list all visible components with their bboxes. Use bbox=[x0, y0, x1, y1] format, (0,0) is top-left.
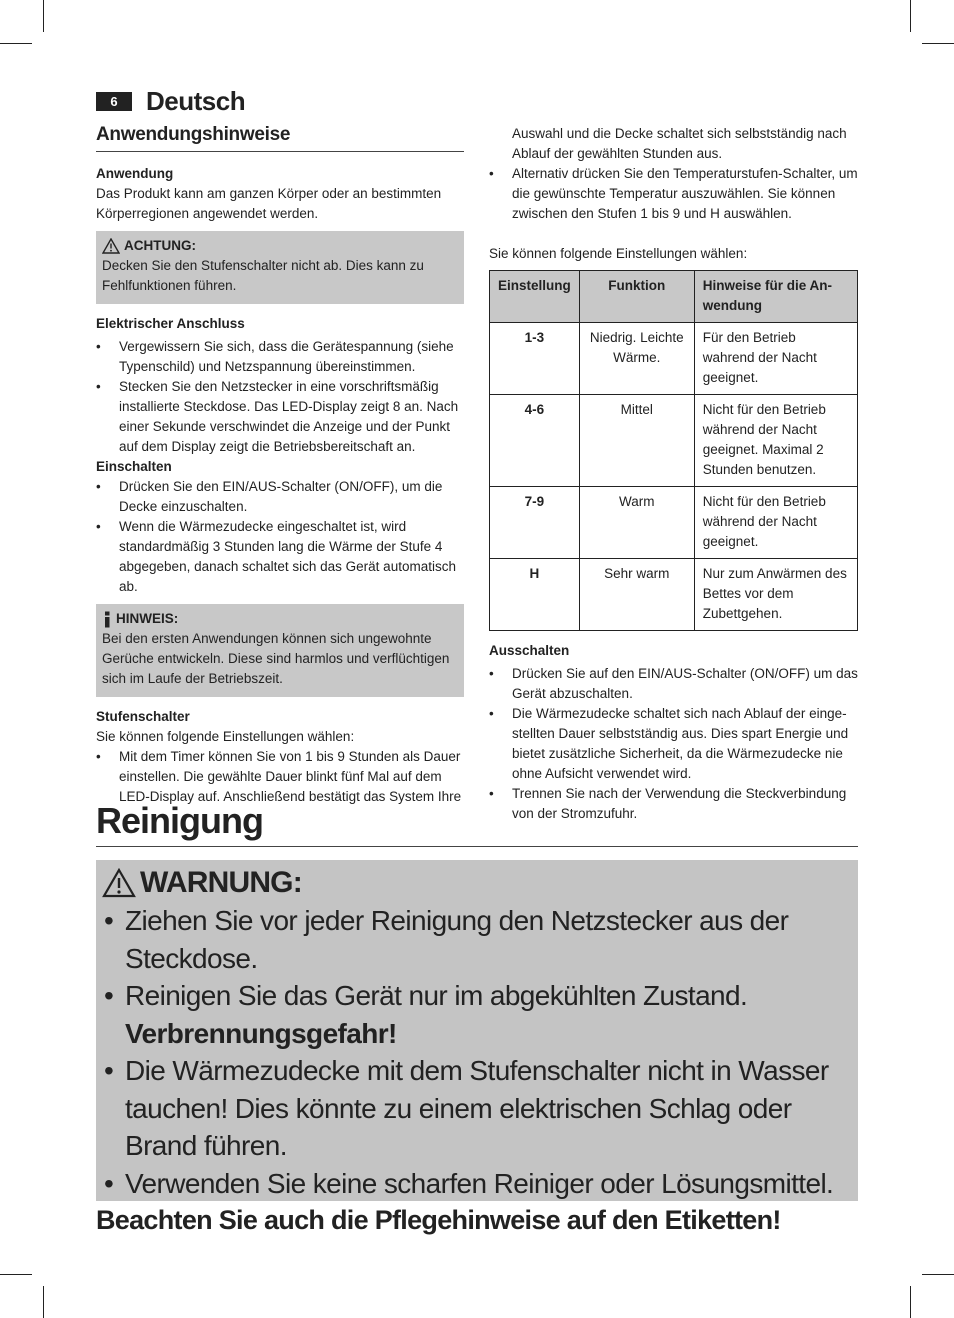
switch-off-heading: Ausschalten bbox=[489, 643, 570, 658]
switch-on-list bbox=[96, 477, 464, 597]
table-row bbox=[490, 395, 858, 487]
list-item: • Wenn die Wärmezudecke eingeschaltet ist, wird standardmäßig 3 Stunden lang die Wärme der Stufe 4 abgegeben, danach schaltet sich das Gerät automatisch ab. bbox=[96, 517, 464, 597]
table-cell: Nicht für den Betrieb während der Nacht geeignet. bbox=[694, 487, 857, 559]
electrical-heading: Elektrischer Anschluss bbox=[96, 316, 245, 331]
section-title-usage: Anwendungshinweise bbox=[96, 124, 464, 152]
section-title-cleaning: Reinigung bbox=[96, 800, 858, 847]
level-list bbox=[96, 747, 464, 807]
application-text: Das Produkt kann am ganzen Körper oder an bestimmten Körperregionen angewendet werden. bbox=[96, 186, 442, 221]
warning-triangle-icon bbox=[102, 868, 136, 898]
list-item: • Trennen Sie nach der Verwendung die Steckverbindung von der Stromzufuhr. bbox=[489, 784, 858, 824]
warning-item-text: Reinigen Sie das Gerät nur im abgekühlten Zustand. bbox=[125, 980, 748, 1011]
list-item: • Die Wärmezudecke schaltet sich nach Ablauf der einge-stellten Dauer selbstständig aus. Dies spart Energie und bietet zusätzliche Sicherheit, da die Wärmezudecke nie ohne Aufsicht verwendet wird. bbox=[489, 704, 858, 784]
language-heading: Deutsch bbox=[146, 86, 246, 116]
warning-header bbox=[102, 864, 848, 902]
level-switch-heading: Stufenschalter bbox=[96, 709, 190, 724]
table-cell: H bbox=[490, 559, 580, 631]
crop-mark bbox=[43, 0, 44, 32]
note-title: HINWEIS: bbox=[116, 611, 179, 626]
crop-mark bbox=[0, 1274, 32, 1275]
table-row bbox=[490, 559, 858, 631]
table-header: Einstellung bbox=[490, 271, 580, 323]
table-cell: Niedrig. Leichte Wärme. bbox=[579, 323, 694, 395]
level-list-continued bbox=[489, 124, 858, 224]
care-note: Beachten Sie auch die Pflegehinweise auf den Etiketten! bbox=[96, 1205, 781, 1235]
table-header: Hinweise für die An-wendung bbox=[694, 271, 857, 323]
left-column bbox=[96, 124, 464, 807]
caution-box bbox=[96, 231, 464, 304]
table-cell: Für den Betrieb wahrend der Nacht geeignet. bbox=[694, 323, 857, 395]
list-item: • Die Wärmezudecke mit dem Stufenschalter nicht in Wasser tauchen! Dies könnte zu einem elektrischen Schlag oder Brand führen. bbox=[102, 1052, 848, 1165]
table-cell: Warm bbox=[579, 487, 694, 559]
table-row bbox=[490, 323, 858, 395]
level-intro: Sie können folgende Einstellungen wählen: bbox=[96, 729, 355, 744]
burn-hazard-text: Verbrennungsgefahr! bbox=[125, 1017, 397, 1049]
note-header bbox=[102, 609, 458, 629]
table-row bbox=[490, 487, 858, 559]
warning-triangle-icon bbox=[102, 238, 120, 254]
table-intro: Sie können folgende Einstellungen wählen: bbox=[489, 246, 748, 261]
table-cell: Sehr warm bbox=[579, 559, 694, 631]
list-item-continued: Auswahl und die Decke schaltet sich selbstständig nach Ablauf der gewählten Stunden aus. bbox=[512, 126, 847, 161]
crop-mark bbox=[910, 0, 911, 32]
list-item: • Drücken Sie auf den EIN/AUS-Schalter (ON/OFF) um das Gerät abzuschalten. bbox=[489, 664, 858, 704]
list-item bbox=[102, 977, 848, 1052]
note-text: Bei den ersten Anwendungen können sich ungewohnte Gerüche entwickeln. Diese sind harmlos und verflüchtigen sich im Laufe der Betriebszeit. bbox=[102, 631, 450, 686]
list-item: • Drücken Sie den EIN/AUS-Schalter (ON/OFF), um die Decke einzuschalten. bbox=[96, 477, 464, 517]
crop-mark bbox=[922, 43, 954, 44]
crop-mark bbox=[43, 1286, 44, 1318]
table-header: Funktion bbox=[579, 271, 694, 323]
list-item: • Verwenden Sie keine scharfen Reiniger oder Lösungsmittel. bbox=[102, 1165, 848, 1203]
table-cell: 7-9 bbox=[490, 487, 580, 559]
crop-mark bbox=[910, 1286, 911, 1318]
info-icon bbox=[102, 611, 112, 628]
crop-mark bbox=[922, 1274, 954, 1275]
note-box bbox=[96, 604, 464, 697]
table-cell: 1-3 bbox=[490, 323, 580, 395]
table-cell: Nur zum Anwärmen des Bettes vor dem Zubettgehen. bbox=[694, 559, 857, 631]
list-item: • Alternativ drücken Sie den Temperaturstufen-Schalter, um die gewünschte Temperatur auszuwählen. Sie können zwischen den Stufen 1 bis 9 und H auswählen. bbox=[489, 164, 858, 224]
warning-list bbox=[102, 902, 848, 1202]
table-cell: Nicht für den Betrieb während der Nacht geeignet. Maximal 2 Stunden benutzen. bbox=[694, 395, 857, 487]
list-item: • Mit dem Timer können Sie von 1 bis 9 Stunden als Dauer einstellen. Die gewählte Dauer blinkt fünf Mal auf dem LED-Display auf. Anschließend bestätigt das System Ihre bbox=[96, 747, 464, 807]
list-item: • Vergewissern Sie sich, dass die Gerätespannung (siehe Typenschild) und Netzspannung übereinstimmen. bbox=[96, 337, 464, 377]
table-cell: 4-6 bbox=[490, 395, 580, 487]
switch-on-heading: Einschalten bbox=[96, 459, 172, 474]
application-heading: Anwendung bbox=[96, 166, 174, 181]
list-item: • Stecken Sie den Netzstecker in eine vorschriftsmäßig installierte Steckdose. Das LED-Display zeigt 8 an. Nach einer Sekunde verschwindet die Anzeige und der Punkt auf dem Display zeigt die Betriebsbereitschaft an. bbox=[96, 377, 464, 457]
table-header-row bbox=[490, 271, 858, 323]
warning-title: WARNUNG: bbox=[140, 866, 302, 899]
crop-mark bbox=[0, 43, 32, 44]
caution-header bbox=[102, 236, 458, 256]
right-column bbox=[489, 124, 858, 824]
settings-table bbox=[489, 270, 858, 631]
caution-title: ACHTUNG: bbox=[124, 238, 196, 253]
caution-text: Decken Sie den Stufenschalter nicht ab. Dies kann zu Fehlfunktionen führen. bbox=[102, 258, 424, 293]
list-item: • Ziehen Sie vor jeder Reinigung den Netzstecker aus der Steckdose. bbox=[102, 902, 848, 977]
table-cell: Mittel bbox=[579, 395, 694, 487]
page-number: 6 bbox=[96, 92, 132, 111]
electrical-list bbox=[96, 337, 464, 457]
warning-box bbox=[96, 860, 858, 1201]
